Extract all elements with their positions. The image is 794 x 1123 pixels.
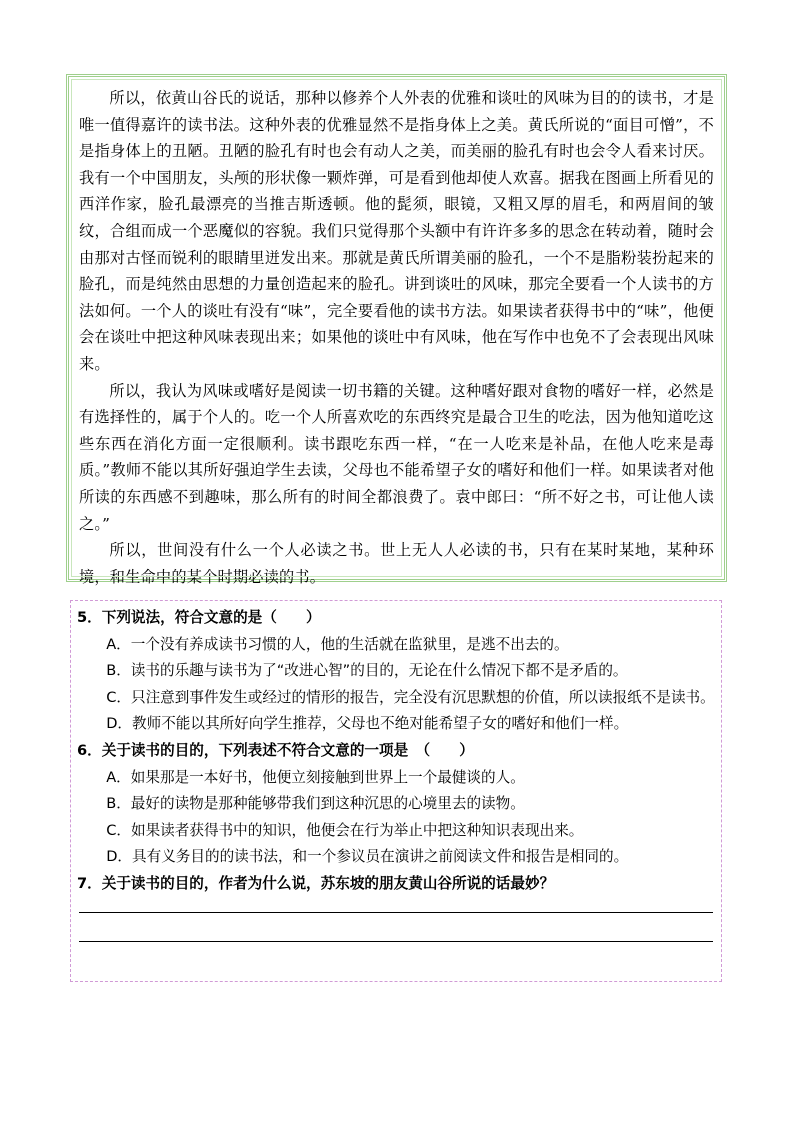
- passage-paragraph: 所以，依黄山谷氏的说话，那种以修养个人外表的优雅和谈吐的风味为目的的读书，才是唯一值得嘉许的读书法。这种外表的优雅显然不是指身体上之美。黄氏所说的“面目可憎”，不是指身体上的丑陋。丑陋的脸孔有时也会有动人之美，而美丽的脸孔有时也会令人看来讨厌。我有一个中国朋友，头颅的形状像一颗炸弹，可是看到他却使人欢喜。据我在图画上所看见的西洋作家，脸孔最漂亮的当推吉斯透顿。他的髭须，眼镜，又粗又厚的眉毛，和两眉间的皱纹，合组而成一个恶魔似的容貌。我们只觉得那个头额中有许许多多的思念在转动着，随时会由那对古怪而锐利的眼睛里迸发出来。那就是黄氏所谓美丽的脸孔，一个不是脂粉装扮起来的脸孔，而是纯然由思想的力量创造起来的脸孔。讲到谈吐的风味，那完全要看一个人读书的方法如何。一个人的谈吐有没有“味”，完全要看他的读书方法。如果读者获得书中的“味”，他便会在谈吐中把这种风味表现出来；如果他的谈吐中有风味，他在写作中也免不了会表现出风味来。: [79, 89, 714, 373]
- passage-paragraph: 所以，世间没有什么一个人必读之书。世上无人人必读的书，只有在某时某地，某种环境，和生命中的某个时期必读的书。: [79, 541, 714, 586]
- question-6-option-d[interactable]: D．具有义务目的的读书法，和一个参议员在演讲之前阅读文件和报告是相同的。: [106, 848, 629, 866]
- question-6-title: 6．关于读书的目的，下列表述不符合文意的一项是 （ ）: [77, 741, 474, 759]
- question-5-option-d[interactable]: D．教师不能以其所好向学生推荐，父母也不绝对能希望子女的嗜好和他们一样。: [106, 715, 629, 733]
- question-5-option-c[interactable]: C．只注意到事件发生或经过的情形的报告，完全没有沉思默想的价值，所以读报纸不是读书。: [106, 688, 715, 706]
- question-6-option-b[interactable]: B．最好的读物是那种能够带我们到这种沉思的心境里去的读物。: [106, 795, 525, 813]
- question-6-option-c[interactable]: C．如果读者获得书中的知识，他便会在行为举止中把这种知识表现出来。: [106, 821, 584, 839]
- reading-passage: [66, 74, 727, 586]
- question-7-title: 7．关于读书的目的，作者为什么说，苏东坡的朋友黄山谷所说的话最妙？: [77, 874, 555, 892]
- question-5-title: 5．下列说法，符合文意的是（ ）: [77, 609, 321, 626]
- answer-line[interactable]: [79, 912, 713, 913]
- answer-line[interactable]: [79, 941, 713, 942]
- question-5-option-a[interactable]: A．一个没有养成读书习惯的人，他的生活就在监狱里，是逃不出去的。: [106, 635, 569, 653]
- question-5-option-b[interactable]: B．读书的乐趣与读书为了“改进心智”的目的，无论在什么情况下都不是矛盾的。: [106, 662, 628, 680]
- question-section: [70, 600, 722, 982]
- question-6-option-a[interactable]: A．如果那是一本好书，他便立刻接触到世界上一个最健谈的人。: [106, 768, 525, 786]
- passage-paragraph: 所以，我认为风味或嗜好是阅读一切书籍的关键。这种嗜好跟对食物的嗜好一样，必然是有选择性的，属于个人的。吃一个人所喜欢吃的东西终究是最合卫生的吃法，因为他知道吃这些东西在消化方面一定很顺利。读书跟吃东西一样，“在一人吃来是补品，在他人吃来是毒质。”教师不能以其所好强迫学生去读，父母也不能希望子女的嗜好和他们一样。如果读者对他所读的东西感不到趣味，那么所有的时间全都浪费了。袁中郎曰：“所不好之书，可让他人读之。”: [79, 381, 714, 533]
